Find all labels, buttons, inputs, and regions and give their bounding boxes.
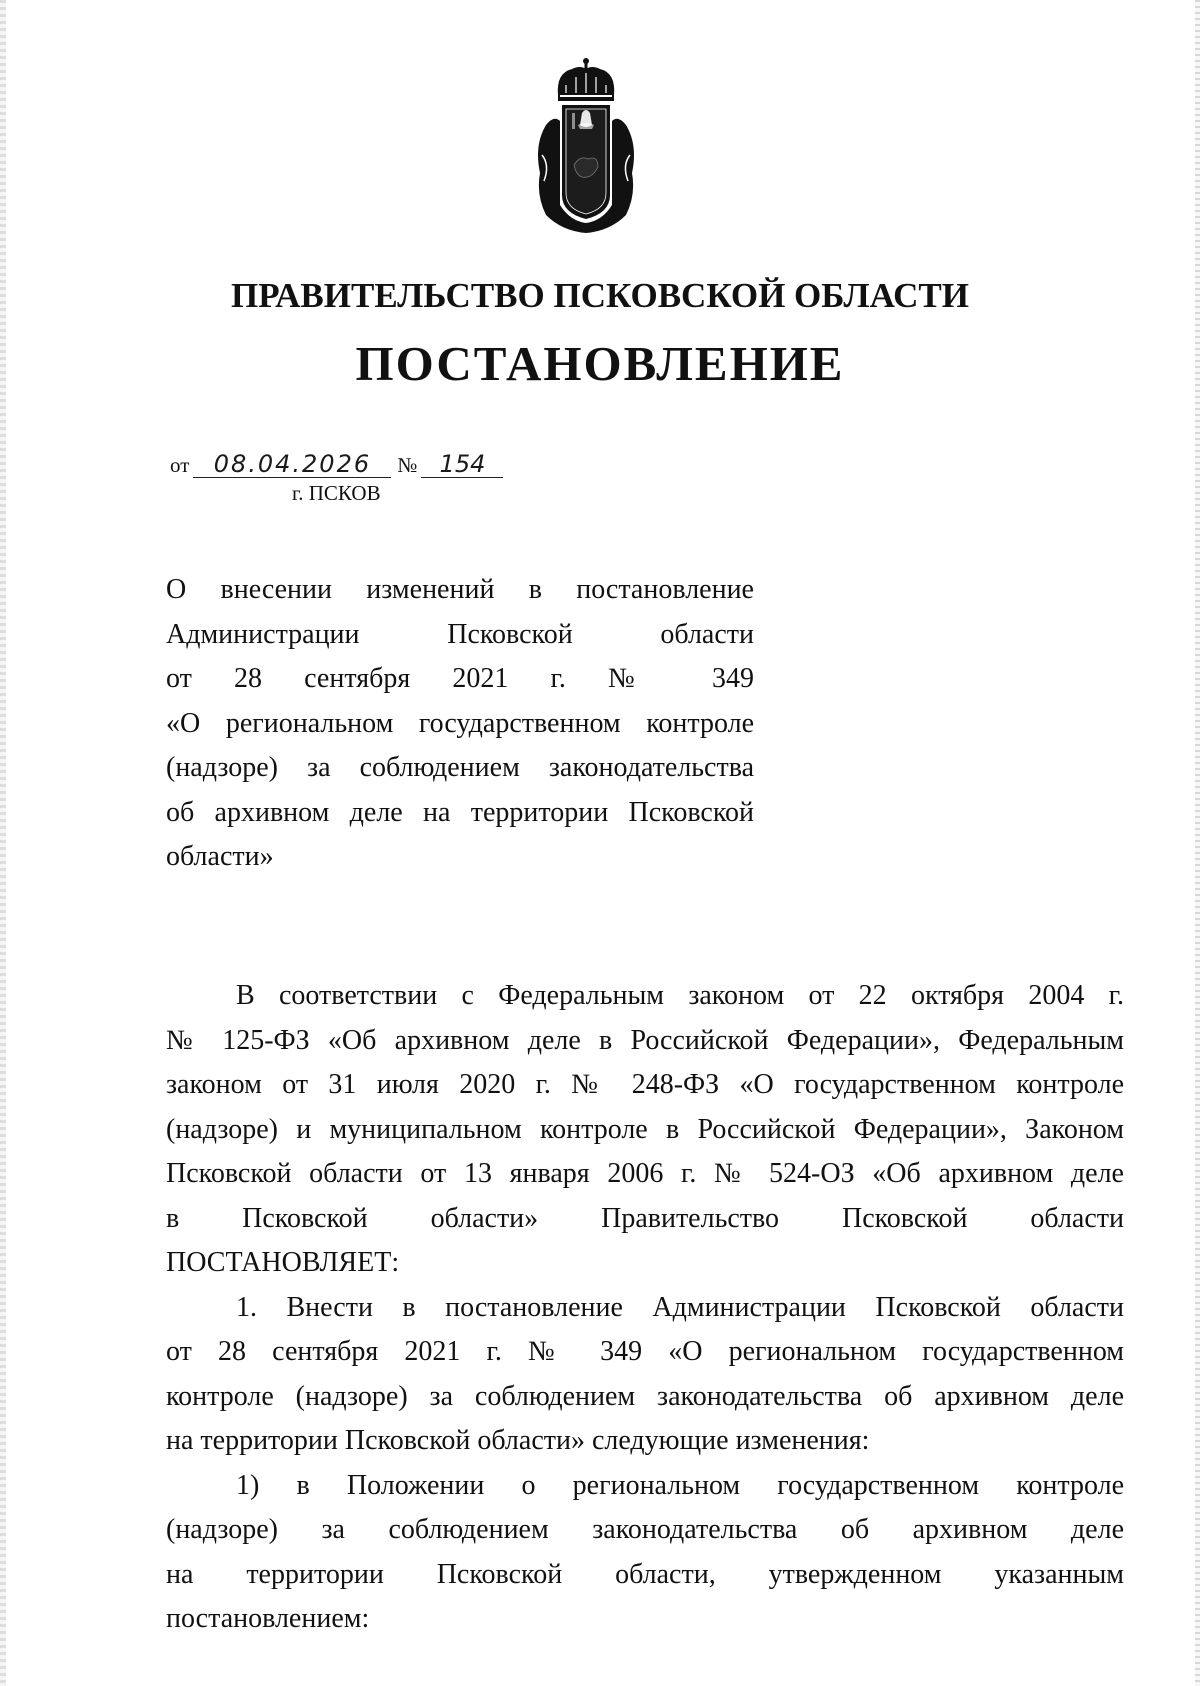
body-line: № 125-ФЗ «Об архивном деле в Российской Федерации», Федеральным [166, 1024, 1124, 1056]
subject-line: Администрации Псковской области [166, 618, 754, 650]
organization-title: ПРАВИТЕЛЬСТВО ПСКОВСКОЙ ОБЛАСТИ [231, 276, 969, 315]
body-line: ПОСТАНОВЛЯЕТ: [166, 1247, 400, 1278]
body-line: 1. Внести в постановление Администрации Псковской области [236, 1291, 1124, 1323]
date-number-line [170, 451, 503, 478]
subject-line: об архивном деле на территории Псковской [166, 796, 754, 828]
subject-line: области» [166, 841, 274, 872]
body-line: 1) в Положении о региональном государственном контроле [236, 1469, 1124, 1501]
handwritten-number: 154 [421, 451, 503, 478]
date-prefix: от [170, 453, 190, 477]
city-label: г. ПСКОВ [292, 481, 381, 505]
scan-edge-right [1195, 0, 1200, 1686]
body-line: от 28 сентября 2021 г. № 349 «О региональном государственном [166, 1336, 1124, 1367]
body-line: В соответствии с Федеральным законом от 22 октября 2004 г. [236, 980, 1124, 1011]
body-line: на территории Псковской области, утвержденном указанным [166, 1558, 1124, 1590]
body-line: в Псковской области» Правительство Псковской области [166, 1202, 1124, 1234]
document-body [166, 974, 1124, 1642]
subject-line: от 28 сентября 2021 г. № 349 [166, 663, 754, 694]
number-prefix: № [397, 453, 418, 477]
body-line: (надзоре) за соблюдением законодательства об архивном деле [166, 1514, 1124, 1545]
document-type-title: ПОСТАНОВЛЕНИЕ [355, 336, 845, 391]
subject-line: «О региональном государственном контроле [166, 707, 754, 739]
coat-of-arms-icon [532, 55, 640, 237]
body-line: постановлением: [166, 1603, 370, 1634]
scan-edge-left [0, 0, 6, 1686]
body-line: (надзоре) и муниципальном контроле в Российской Федерации», Законом [166, 1113, 1124, 1145]
body-line: законом от 31 июля 2020 г. № 248-ФЗ «О государственном контроле [166, 1069, 1124, 1100]
body-line: контроле (надзоре) за соблюдением законодательства об архивном деле [166, 1380, 1124, 1412]
subject-line: (надзоре) за соблюдением законодательства [166, 752, 754, 783]
body-line: на территории Псковской области» следующие изменения: [166, 1425, 870, 1456]
body-line: Псковской области от 13 января 2006 г. № 524-ОЗ «Об архивном деле [166, 1158, 1124, 1189]
subject-line: О внесении изменений в постановление [166, 574, 754, 605]
document-subject [166, 568, 754, 880]
handwritten-date: 08.04.2026 [193, 451, 391, 478]
